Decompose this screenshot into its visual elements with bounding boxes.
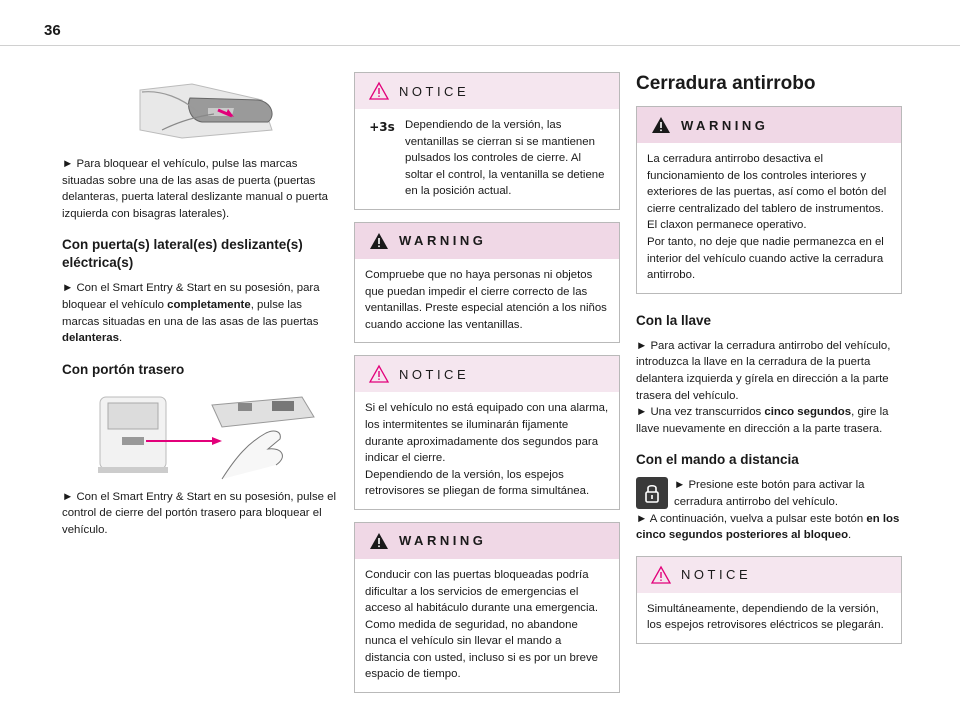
warning-title: WARNING bbox=[681, 117, 769, 133]
sliding-doors-instruction: ► Con el Smart Entry & Start en su posesión, para bloquear el vehículo completamente, pulse las marcas situadas en una de las asas de las puertas delanteras. bbox=[62, 282, 320, 345]
heading-with-key: Con la llave bbox=[636, 312, 712, 328]
notice-header bbox=[355, 73, 619, 109]
warning-emergency-text: Conducir con las puertas bloqueadas podría dificultar a los servicios de emergencias el acceso al habitáculo durante una emergencia. bbox=[365, 568, 599, 615]
notice-box-windows bbox=[354, 72, 620, 210]
notice-body bbox=[355, 392, 619, 509]
tailgate-instruction: ► Con el Smart Entry & Start en su posesión, pulse el control de cierre del portón trasero para bloquear el vehículo. bbox=[62, 490, 337, 536]
warning-title: WARNING bbox=[399, 233, 487, 249]
tailgate-icon bbox=[62, 387, 338, 483]
hold-3s-icon: +3s bbox=[369, 120, 395, 134]
warning-title: WARNING bbox=[399, 533, 487, 549]
notice-title: NOTICE bbox=[399, 83, 470, 99]
notice-triangle-icon bbox=[369, 365, 389, 383]
key-instruction-1: ► Para activar la cerradura antirrobo del vehículo, introduzca la llave en la cerradura de la puerta delantera izquierda y gírela en dirección a la parte trasera del vehículo. bbox=[636, 339, 891, 402]
notice-alarm-text: Si el vehículo no está equipado con una alarma, los intermitentes se iluminarán fijamente durante aproximadamente dos segundos para indicar el cierre. bbox=[365, 402, 609, 465]
heading-sliding-doors: Con puerta(s) lateral(es) deslizante(s) eléctrica(s) bbox=[62, 237, 303, 271]
warning-box-emergency bbox=[354, 522, 620, 693]
page-number: 36 bbox=[44, 22, 61, 39]
column-2 bbox=[354, 72, 620, 705]
header-rule bbox=[0, 45, 960, 46]
warning-body bbox=[355, 259, 619, 342]
notice-triangle-icon bbox=[651, 566, 671, 584]
notice-title: NOTICE bbox=[681, 567, 752, 583]
notice-triangle-icon bbox=[369, 82, 389, 100]
notice-title: NOTICE bbox=[399, 366, 470, 382]
warning-body bbox=[355, 559, 619, 692]
warning-header bbox=[637, 107, 901, 143]
section-title: Cerradura antirrobo bbox=[636, 73, 816, 94]
warning-windows-text: Compruebe que no haya personas ni objetos que puedan impedir el cierre correcto de las ventanillas. Preste especial atención a los niños cuando accione las ventanillas. bbox=[365, 268, 607, 331]
lock-instruction: ► Para bloquear el vehículo, pulse las marcas situadas sobre una de las asas de puerta (puertas delanteras, puerta lateral deslizante manual o puerta izquierda con bisagras laterales). bbox=[62, 158, 328, 220]
warning-triangle-icon bbox=[369, 532, 389, 550]
lock-button-icon bbox=[636, 477, 668, 509]
door-handle-illustration bbox=[62, 60, 338, 152]
warning-triangle-icon bbox=[369, 232, 389, 250]
warning-deadlock-text: La cerradura antirrobo desactiva el funcionamiento de los controles interiores y exteriores de las puertas, así como el botón del cierre centralizado del tablero de instrumentos. bbox=[647, 153, 887, 215]
notice-body bbox=[637, 593, 901, 643]
notice-mirrors-fold-text: Simultáneamente, dependiendo de la versión, los espejos retrovisores eléctricos se plegarán. bbox=[647, 602, 884, 632]
warning-box-windows bbox=[354, 222, 620, 343]
remote-instruction-1: ► Presione este botón para activar la cerradura antirrobo del vehículo. bbox=[674, 479, 865, 508]
heading-with-remote: Con el mando a distancia bbox=[636, 452, 799, 468]
warning-occupants-text: Por tanto, no deje que nadie permanezca en el interior del vehículo cuando active la cerradura antirrobo. bbox=[647, 235, 884, 282]
column-1 bbox=[62, 60, 338, 539]
heading-tailgate: Con portón trasero bbox=[62, 361, 185, 377]
notice-body bbox=[355, 109, 619, 209]
notice-box-mirrors bbox=[636, 556, 902, 644]
warning-triangle-icon bbox=[651, 116, 671, 134]
tailgate-illustration bbox=[62, 387, 338, 483]
remote-instruction-row bbox=[636, 477, 902, 510]
door-handle-icon bbox=[62, 60, 338, 152]
notice-box-alarm bbox=[354, 355, 620, 510]
remote-instruction-2: ► A continuación, vuelva a pulsar este botón en los cinco segundos posteriores al bloqueo. bbox=[636, 512, 900, 542]
warning-header bbox=[355, 223, 619, 259]
warning-body bbox=[637, 143, 901, 293]
column-3 bbox=[636, 60, 902, 656]
notice-mirrors-text: Dependiendo de la versión, los espejos retrovisores se pliegan de forma simultánea. bbox=[365, 468, 590, 498]
notice-header bbox=[637, 557, 901, 593]
key-instruction-2: ► Una vez transcurridos cinco segundos, gire la llave nuevamente en dirección a la parte trasera. bbox=[636, 406, 889, 435]
notice-windows-text: Dependiendo de la versión, las ventanillas se cierran si se mantienen pulsados los controles de cierre. Al soltar el control, la ventanilla se detiene en la posición actual. bbox=[405, 119, 605, 198]
warning-remote-text: Como medida de seguridad, no abandone nunca el vehículo sin llevar el mando a distancia con usted, incluso si es por un breve espacio de tiempo. bbox=[365, 618, 599, 681]
warning-box-deadlock bbox=[636, 106, 902, 294]
warning-horn-text: El claxon permanece operativo. bbox=[647, 219, 807, 232]
warning-header bbox=[355, 523, 619, 559]
notice-header bbox=[355, 356, 619, 392]
